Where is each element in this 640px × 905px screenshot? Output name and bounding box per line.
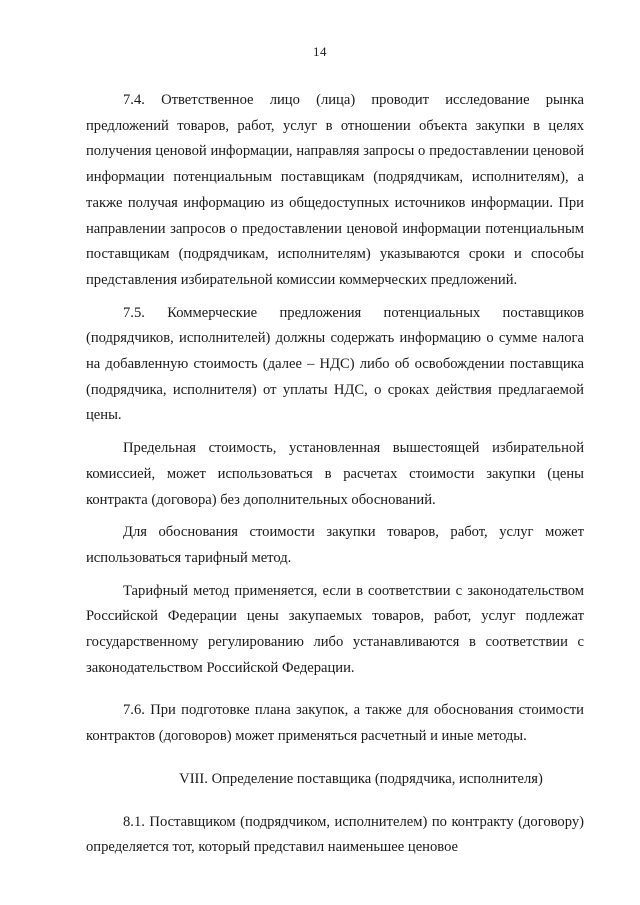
paragraph-tariff-method: Тарифный метод применяется, если в соответствии с законодательством Российской Федерации цены закупаемых товаров, работ, услуг подлежат государственному регулированию либо устанавливаются в соответствии с законодательством Российской Федерации. (86, 582, 584, 676)
page-number: 14 (313, 44, 327, 59)
paragraph-7-5: 7.5. Коммерческие предложения потенциальных поставщиков (подрядчиков, исполнителей) должны содержать информацию о сумме налога на добавленную стоимость (далее – НДС) либо об освобождении поставщика (подрядчика, исполнителя) от уплаты НДС, о сроках действия предлагаемой цены. (86, 304, 584, 424)
document-body (86, 88, 584, 861)
paragraph-7-6: 7.6. При подготовке плана закупок, а также для обоснования стоимости контрактов (договоров) может применяться расчетный и иные методы. (86, 702, 584, 745)
paragraph-limit-cost: Предельная стоимость, установленная вышестоящей избирательной комиссией, может использоваться в расчетах стоимости закупки (цены контракта (договора) без дополнительных обоснований. (86, 440, 584, 508)
paragraph-7-4: 7.4. Ответственное лицо (лица) проводит исследование рынка предложений товаров, работ, услуг в отношении объекта закупки в целях получения ценовой информации, направляя запросы о предоставлении ценовой информации потенциальным поставщикам (подрядчикам, исполнителям), а также получая информацию из общедоступных источников информации. При направлении запросов о предоставлении ценовой информации потенциальным поставщикам (подрядчикам, исполнителям) указываются сроки и способы представления избирательной комиссии коммерческих предложений. (86, 92, 584, 288)
paragraph-8-1: 8.1. Поставщиком (подрядчиком, исполнителем) по контракту (договору) определяется тот, который представил наименьшее ценовое (86, 813, 584, 856)
section-heading: VIII. Определение поставщика (подрядчика, исполнителя) (179, 770, 543, 787)
paragraph-tariff-intro: Для обоснования стоимости закупки товаров, работ, услуг может использоваться тарифный метод. (86, 524, 584, 566)
